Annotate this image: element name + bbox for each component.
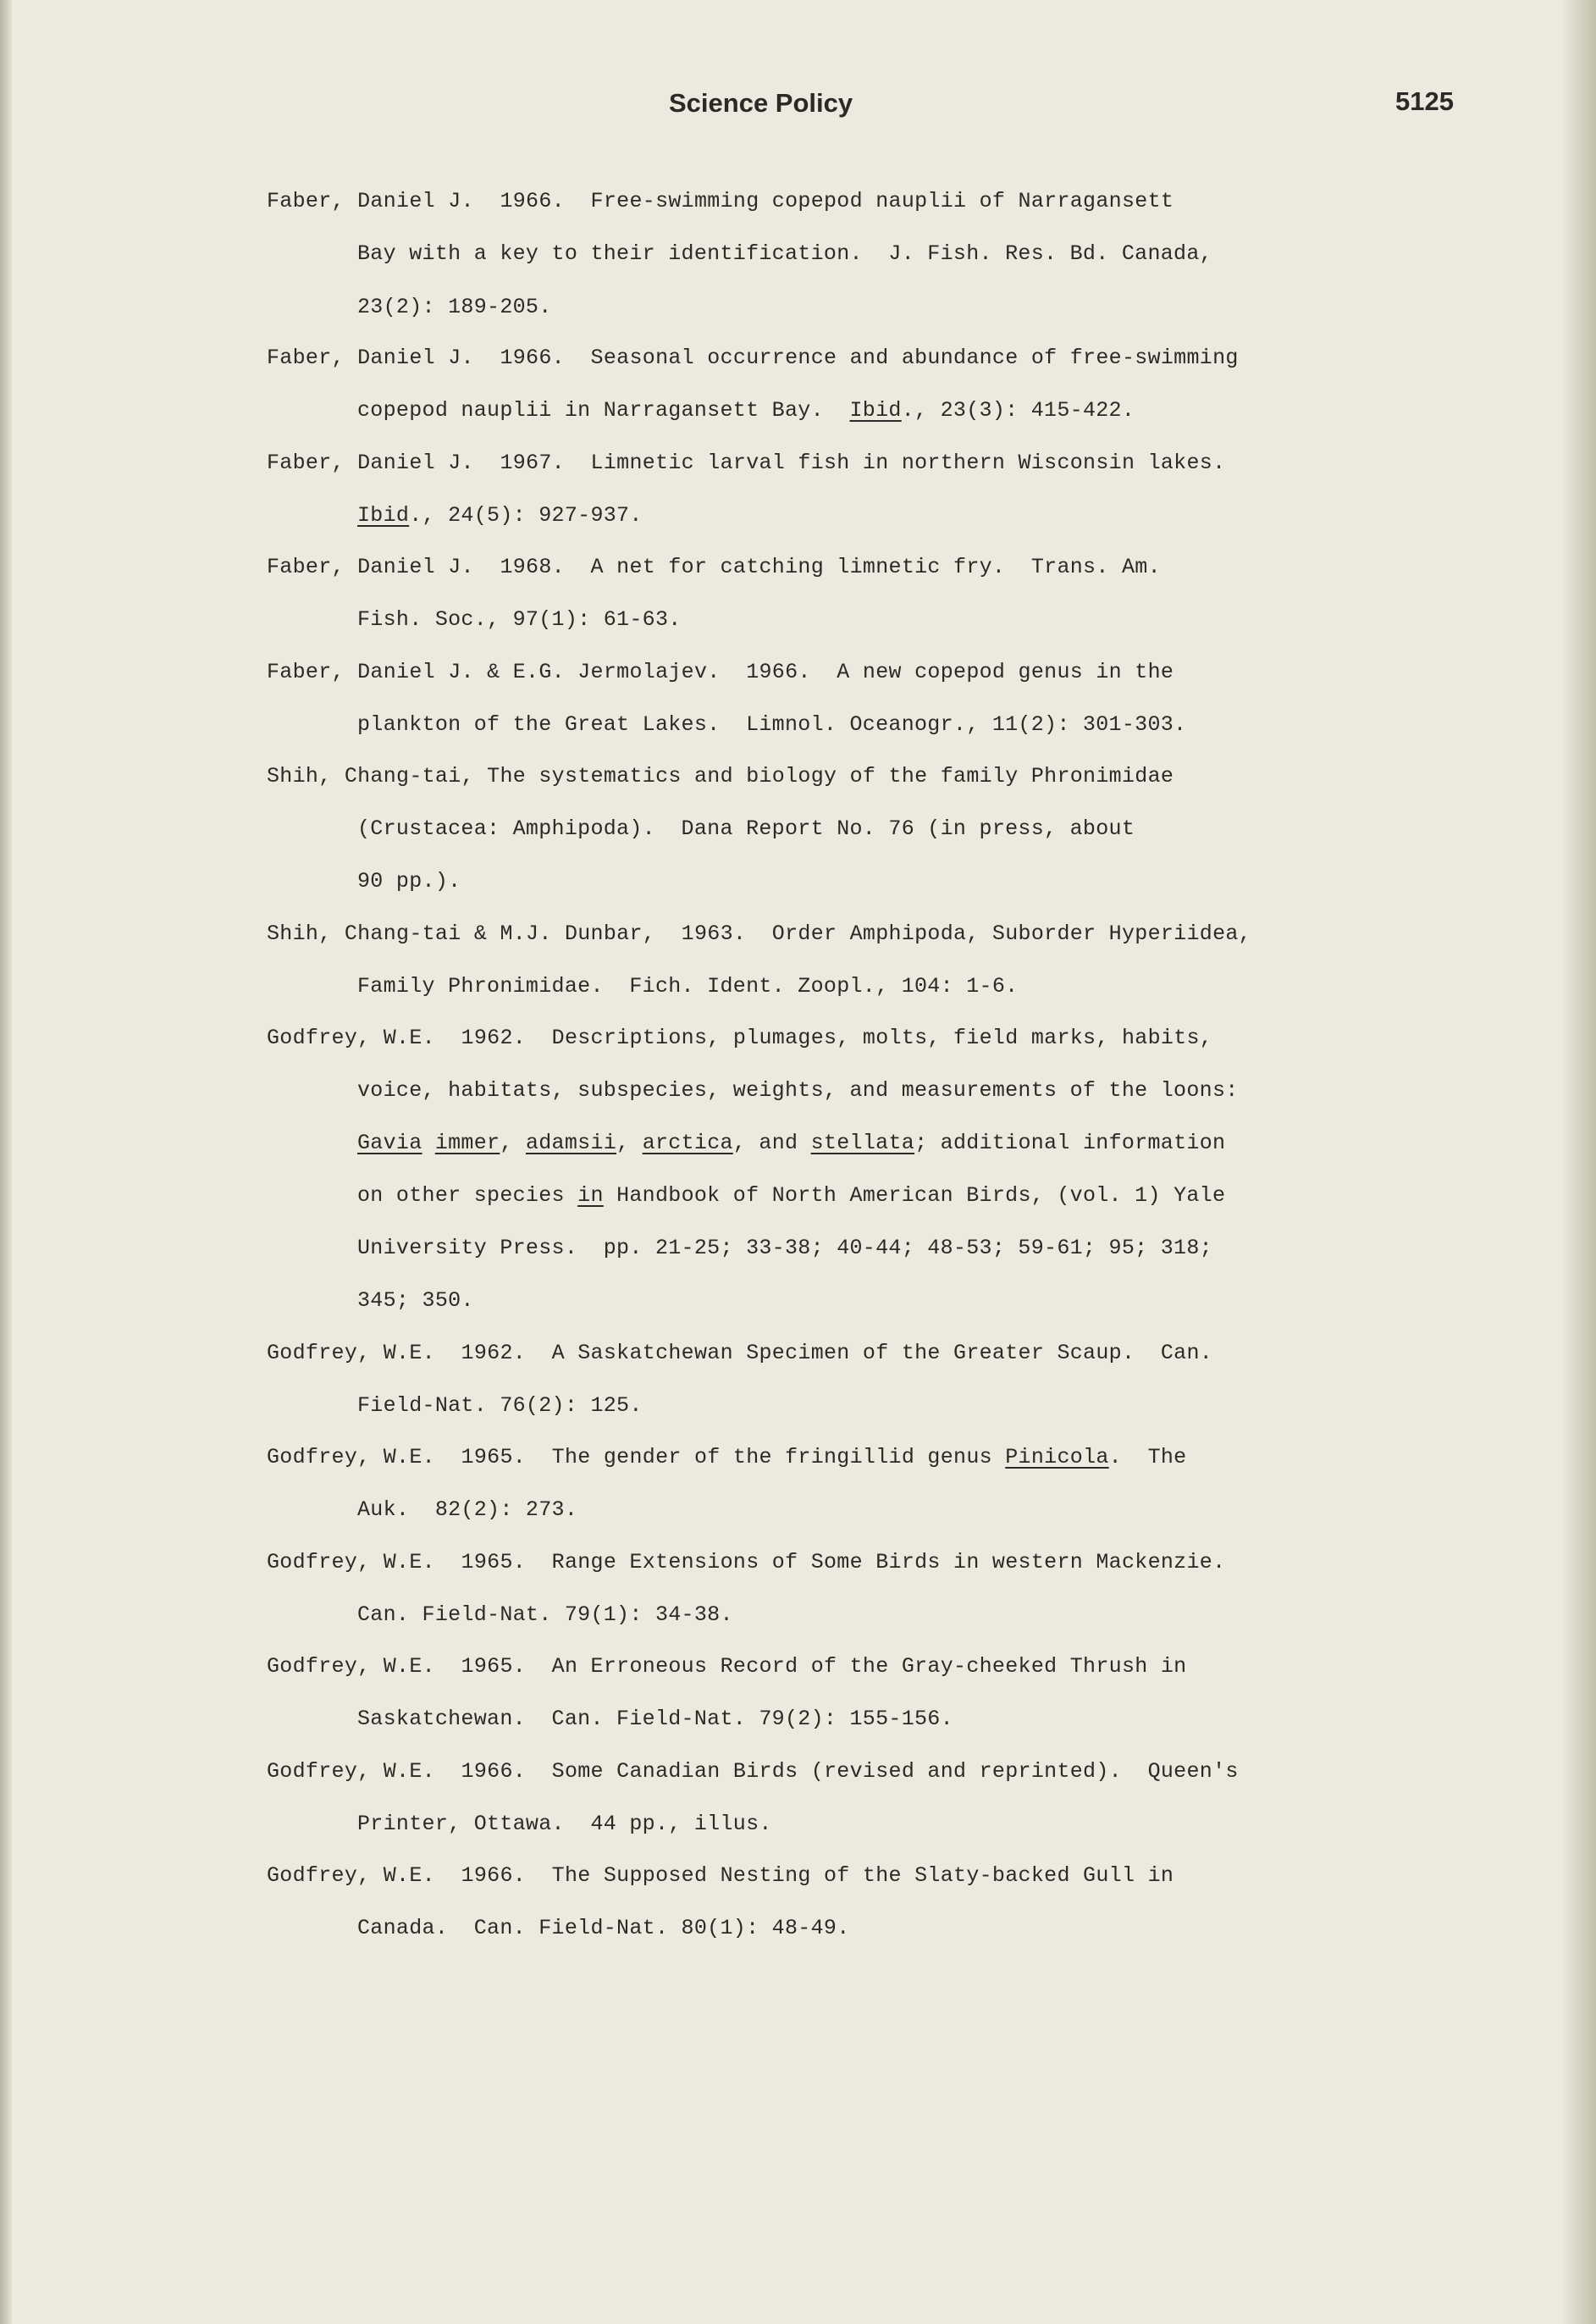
reference-text: Godfrey, W.E. 1965. The gender of the fringillid genus: [267, 1445, 1006, 1469]
reference-text: Godfrey, W.E. 1965. An Erroneous Record of the Gray-cheeked Thrush in: [267, 1654, 1187, 1679]
underlined-term: adamsii: [525, 1131, 617, 1155]
reference-text: ., 24(5): 927-937.: [409, 503, 643, 528]
reference-continuation-line: [357, 1497, 577, 1523]
reference-text: , and: [732, 1131, 811, 1155]
reference-text: . The: [1108, 1445, 1187, 1469]
reference-first-line: [267, 660, 1174, 685]
reference-text: Faber, Daniel J. 1968. A net for catching limnetic fry. Trans. Am.: [267, 555, 1161, 579]
reference-first-line: [267, 189, 1174, 214]
reference-text: Godfrey, W.E. 1965. Range Extensions of Some Birds in western Mackenzie.: [267, 1550, 1226, 1574]
reference-first-line: [267, 921, 1251, 947]
reference-first-line: [267, 1026, 1212, 1051]
reference-text: (Crustacea: Amphipoda). Dana Report No. 76 (in press, about: [357, 816, 1135, 841]
reference-first-line: [267, 346, 1239, 371]
reference-continuation-line: [357, 712, 1186, 738]
reference-text: voice, habitats, subspecies, weights, and measurements of the loons:: [357, 1078, 1239, 1103]
reference-text: University Press. pp. 21-25; 33-38; 40-44; 48-53; 59-61; 95; 318;: [357, 1236, 1212, 1260]
reference-text: Family Phronimidae. Fich. Ident. Zoopl., 104: 1-6.: [357, 974, 1019, 999]
reference-text: Godfrey, W.E. 1962. A Saskatchewan Specimen of the Greater Scaup. Can.: [267, 1341, 1213, 1365]
reference-continuation-line: [357, 295, 552, 320]
reference-first-line: [267, 764, 1174, 789]
underlined-term: Gavia: [357, 1131, 422, 1155]
reference-continuation-line: [357, 1288, 474, 1314]
reference-continuation-line: [357, 1916, 850, 1941]
reference-first-line: [267, 1445, 1187, 1470]
reference-continuation-line: [357, 607, 682, 633]
reference-text: Faber, Daniel J. 1967. Limnetic larval fish in northern Wisconsin lakes.: [267, 451, 1226, 475]
reference-text: Fish. Soc., 97(1): 61-63.: [357, 607, 682, 632]
reference-text: copepod nauplii in Narragansett Bay.: [357, 398, 850, 423]
reference-first-line: [267, 1654, 1186, 1679]
reference-text: Printer, Ottawa. 44 pp., illus.: [357, 1812, 772, 1836]
reference-text: Bay with a key to their identification. J. Fish. Res. Bd. Canada,: [357, 241, 1212, 266]
reference-continuation-line: [357, 1707, 953, 1732]
reference-text: Faber, Daniel J. 1966. Seasonal occurrence and abundance of free-swimming: [267, 346, 1239, 370]
reference-text: ., 23(3): 415-422.: [901, 398, 1135, 423]
reference-continuation-line: [357, 869, 461, 894]
reference-text: Godfrey, W.E. 1962. Descriptions, plumages, molts, field marks, habits,: [267, 1026, 1213, 1050]
reference-text: ,: [616, 1131, 643, 1155]
reference-text: Faber, Daniel J. & E.G. Jermolajev. 1966. A new copepod genus in the: [267, 660, 1174, 684]
underlined-term: Pinicola: [1005, 1445, 1109, 1469]
reference-first-line: [267, 451, 1225, 476]
reference-text: Field-Nat. 76(2): 125.: [357, 1393, 643, 1418]
reference-text: Can. Field-Nat. 79(1): 34-38.: [357, 1602, 733, 1627]
reference-continuation-line: [357, 398, 1135, 423]
reference-first-line: [267, 1759, 1239, 1784]
underlined-term: Ibid: [357, 503, 410, 528]
reference-text: Shih, Chang-tai, The systematics and biology of the family Phronimidae: [267, 764, 1174, 788]
underlined-term: Ibid: [849, 398, 902, 423]
reference-text: Canada. Can. Field-Nat. 80(1): 48-49.: [357, 1916, 850, 1940]
reference-text: Godfrey, W.E. 1966. Some Canadian Birds (revised and reprinted). Queen's: [267, 1759, 1239, 1784]
reference-text: 90 pp.).: [357, 869, 461, 894]
reference-text: Handbook of North American Birds, (vol. 1) Yale: [603, 1183, 1226, 1208]
reference-continuation-line: [357, 1131, 1225, 1156]
reference-continuation-line: [357, 1393, 643, 1419]
underlined-term: arctica: [642, 1131, 733, 1155]
reference-text: [422, 1131, 435, 1155]
reference-continuation-line: [357, 1236, 1212, 1261]
reference-first-line: [267, 1550, 1225, 1575]
reference-text: 23(2): 189-205.: [357, 295, 552, 319]
reference-text: 345; 350.: [357, 1288, 474, 1313]
running-header-title: Science Policy: [669, 88, 853, 118]
reference-first-line: [267, 1863, 1174, 1889]
reference-text: ,: [500, 1131, 526, 1155]
reference-text: Shih, Chang-tai & M.J. Dunbar, 1963. Order Amphipoda, Suborder Hyperiidea,: [267, 921, 1251, 946]
reference-text: Saskatchewan. Can. Field-Nat. 79(2): 155-156.: [357, 1707, 953, 1731]
underlined-term: in: [577, 1183, 604, 1208]
reference-continuation-line: [357, 241, 1212, 267]
reference-text: on other species: [357, 1183, 578, 1208]
underlined-term: stellata: [810, 1131, 915, 1155]
reference-text: ; additional information: [914, 1131, 1226, 1155]
page-number: 5125: [1395, 86, 1454, 116]
reference-text: Faber, Daniel J. 1966. Free-swimming copepod nauplii of Narragansett: [267, 189, 1174, 213]
reference-text: plankton of the Great Lakes. Limnol. Oceanogr., 11(2): 301-303.: [357, 712, 1187, 737]
reference-continuation-line: [357, 1078, 1239, 1104]
reference-continuation-line: [357, 974, 1018, 999]
reference-text: Auk. 82(2): 273.: [357, 1497, 578, 1522]
reference-text: Godfrey, W.E. 1966. The Supposed Nesting of the Slaty-backed Gull in: [267, 1863, 1174, 1888]
reference-continuation-line: [357, 1602, 733, 1628]
reference-first-line: [267, 555, 1161, 580]
reference-first-line: [267, 1341, 1212, 1366]
underlined-term: immer: [434, 1131, 500, 1155]
reference-continuation-line: [357, 816, 1135, 842]
reference-continuation-line: [357, 503, 643, 528]
reference-continuation-line: [357, 1183, 1225, 1209]
reference-continuation-line: [357, 1812, 772, 1837]
